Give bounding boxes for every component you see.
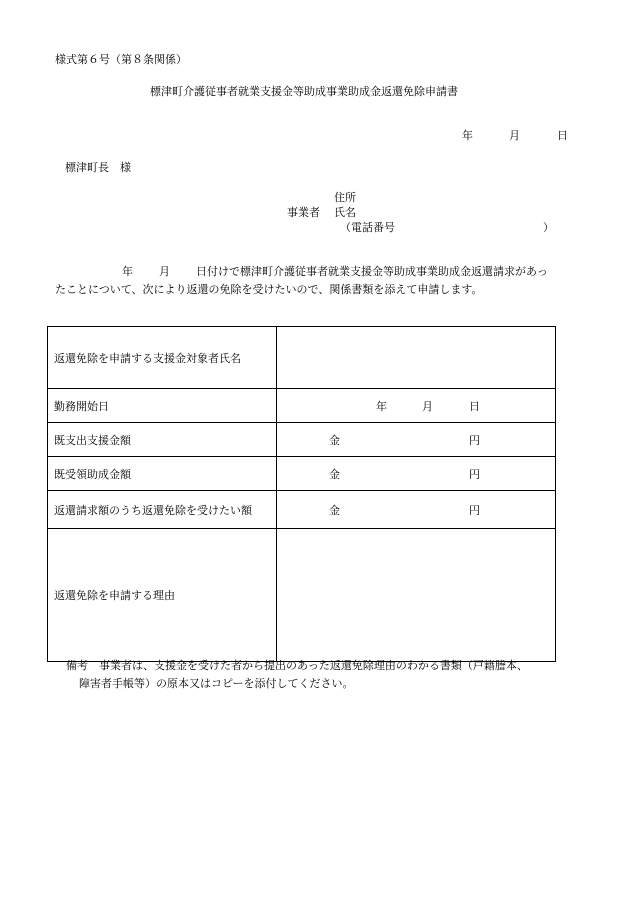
remarks-line-2: 障害者手帳等）の原本又はコピーを添付してください。 [79,677,354,690]
received-grant-amount-label: 既受領助成金額 [48,457,277,491]
received-grant-amount-field[interactable] [277,457,556,491]
yen-prefix: 金 [329,503,340,517]
exemption-reason-label: 返還免除を申請する理由 [48,529,277,662]
yen-suffix: 円 [469,433,480,447]
phone-close-paren: ） [543,221,554,234]
phone-label: （電話番号 [340,221,395,234]
paid-support-amount-field[interactable] [277,423,556,457]
body-line1-text: 日付けで標津町介護従事者就業支援金等助成事業助成金返還請求があっ [196,265,548,278]
form-number: 様式第６号（第８条関係） [55,53,187,66]
yen-prefix: 金 [329,467,340,481]
exemption-amount-field[interactable] [277,491,556,529]
application-table [47,326,556,662]
body-month-label: 月 [159,265,170,278]
business-label: 事業者 [287,206,320,219]
start-date-day-label: 日 [469,399,480,413]
yen-suffix: 円 [469,503,480,517]
address-label: 住所 [334,191,356,204]
date-year-label: 年 [462,129,473,142]
date-month-label: 月 [509,129,520,142]
applicant-name-label: 返還免除を申請する支援金対象者氏名 [48,327,277,389]
yen-suffix: 円 [469,467,480,481]
body-paragraph-line-2: たことについて、次により返還の免除を受けたいので、関係書類を添えて申請します。 [55,283,483,296]
table-row [48,327,556,389]
body-year-label: 年 [122,265,133,278]
start-date-label: 勤務開始日 [48,389,277,423]
table-row [48,491,556,529]
yen-prefix: 金 [329,433,340,447]
table-row [48,389,556,423]
table-row [48,423,556,457]
exemption-reason-field[interactable] [277,529,556,662]
document-title: 標津町介護従事者就業支援金等助成事業助成金返還免除申請書 [150,85,458,98]
applicant-name-field[interactable] [277,327,556,389]
remarks-line-1: 備考 事業者は、支援金を受けた者から提出のあった返還免除理由のわかる書類（戸籍謄本、 [66,659,528,672]
start-date-field[interactable] [277,389,556,423]
table-row [48,457,556,491]
date-day-label: 日 [557,129,568,142]
exemption-amount-label: 返還請求額のうち返還免除を受けたい額 [48,491,277,529]
name-label: 氏名 [334,206,356,219]
start-date-year-label: 年 [376,399,387,413]
paid-support-amount-label: 既支出支援金額 [48,423,277,457]
addressee: 標津町長 様 [65,161,131,174]
start-date-month-label: 月 [422,399,433,413]
table-row [48,529,556,662]
